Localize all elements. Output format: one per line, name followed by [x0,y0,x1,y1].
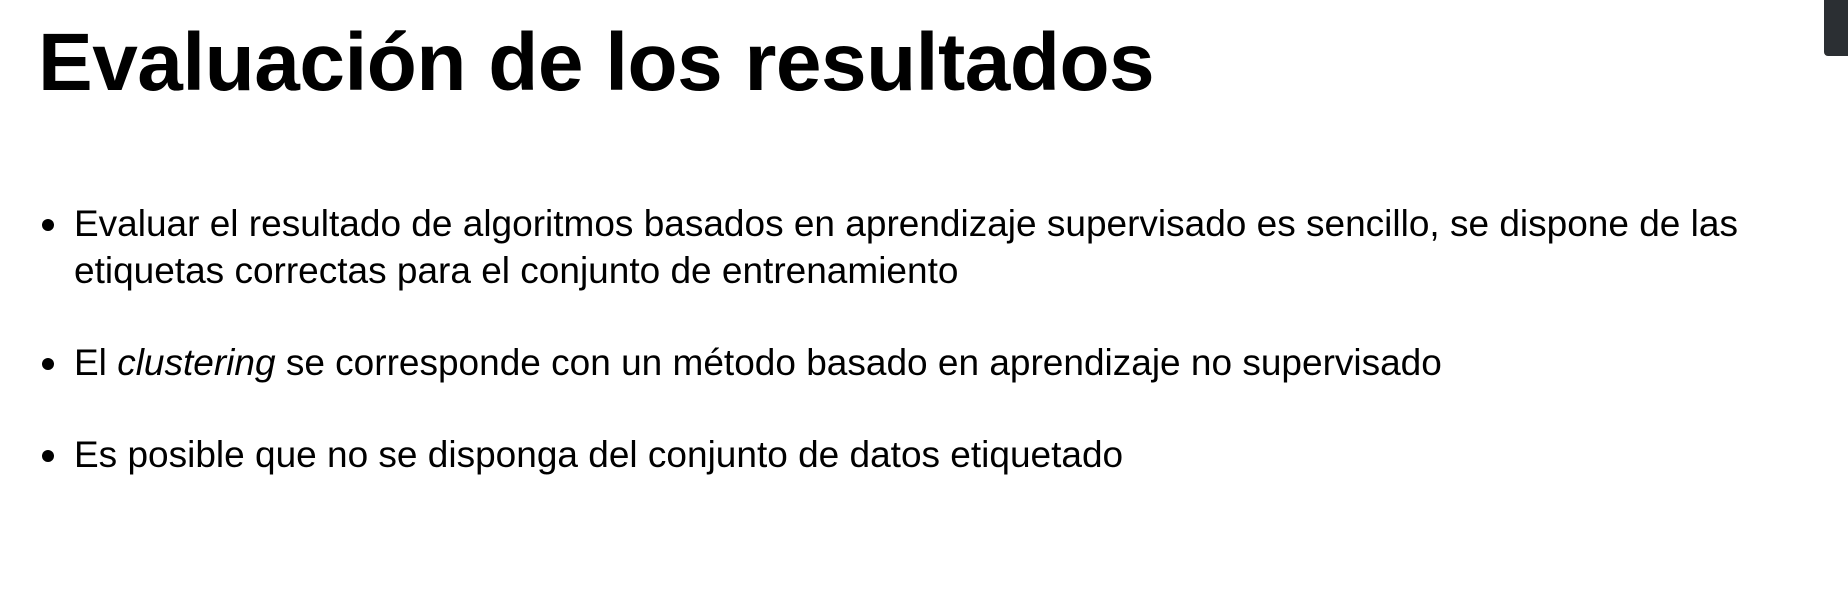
bullet-text: Evaluar el resultado de algoritmos basados en aprendizaje supervisado es sencillo, se dispone de las etiquetas correctas para el conjunto de entrenamiento [74,203,1738,291]
bullet-text-emphasis: clustering [117,342,276,383]
bullet-dot-icon [42,450,54,462]
bullet-dot-icon [42,219,54,231]
bullet-item-3 [38,431,1798,478]
bullet-item-2 [38,339,1798,386]
bullet-list [38,200,1798,478]
bullet-item-1 [38,200,1798,294]
window-corner-tab[interactable] [1824,0,1848,56]
bullet-text [74,339,1794,386]
bullet-text-prefix: El [74,342,118,383]
bullet-text: Es posible que no se disponga del conjunto de datos etiquetado [74,434,1124,475]
bullet-text-suffix: se corresponde con un método basado en aprendizaje no supervisado [275,342,1442,383]
slide-title: Evaluación de los resultados [38,17,1155,108]
bullet-dot-icon [42,358,54,370]
